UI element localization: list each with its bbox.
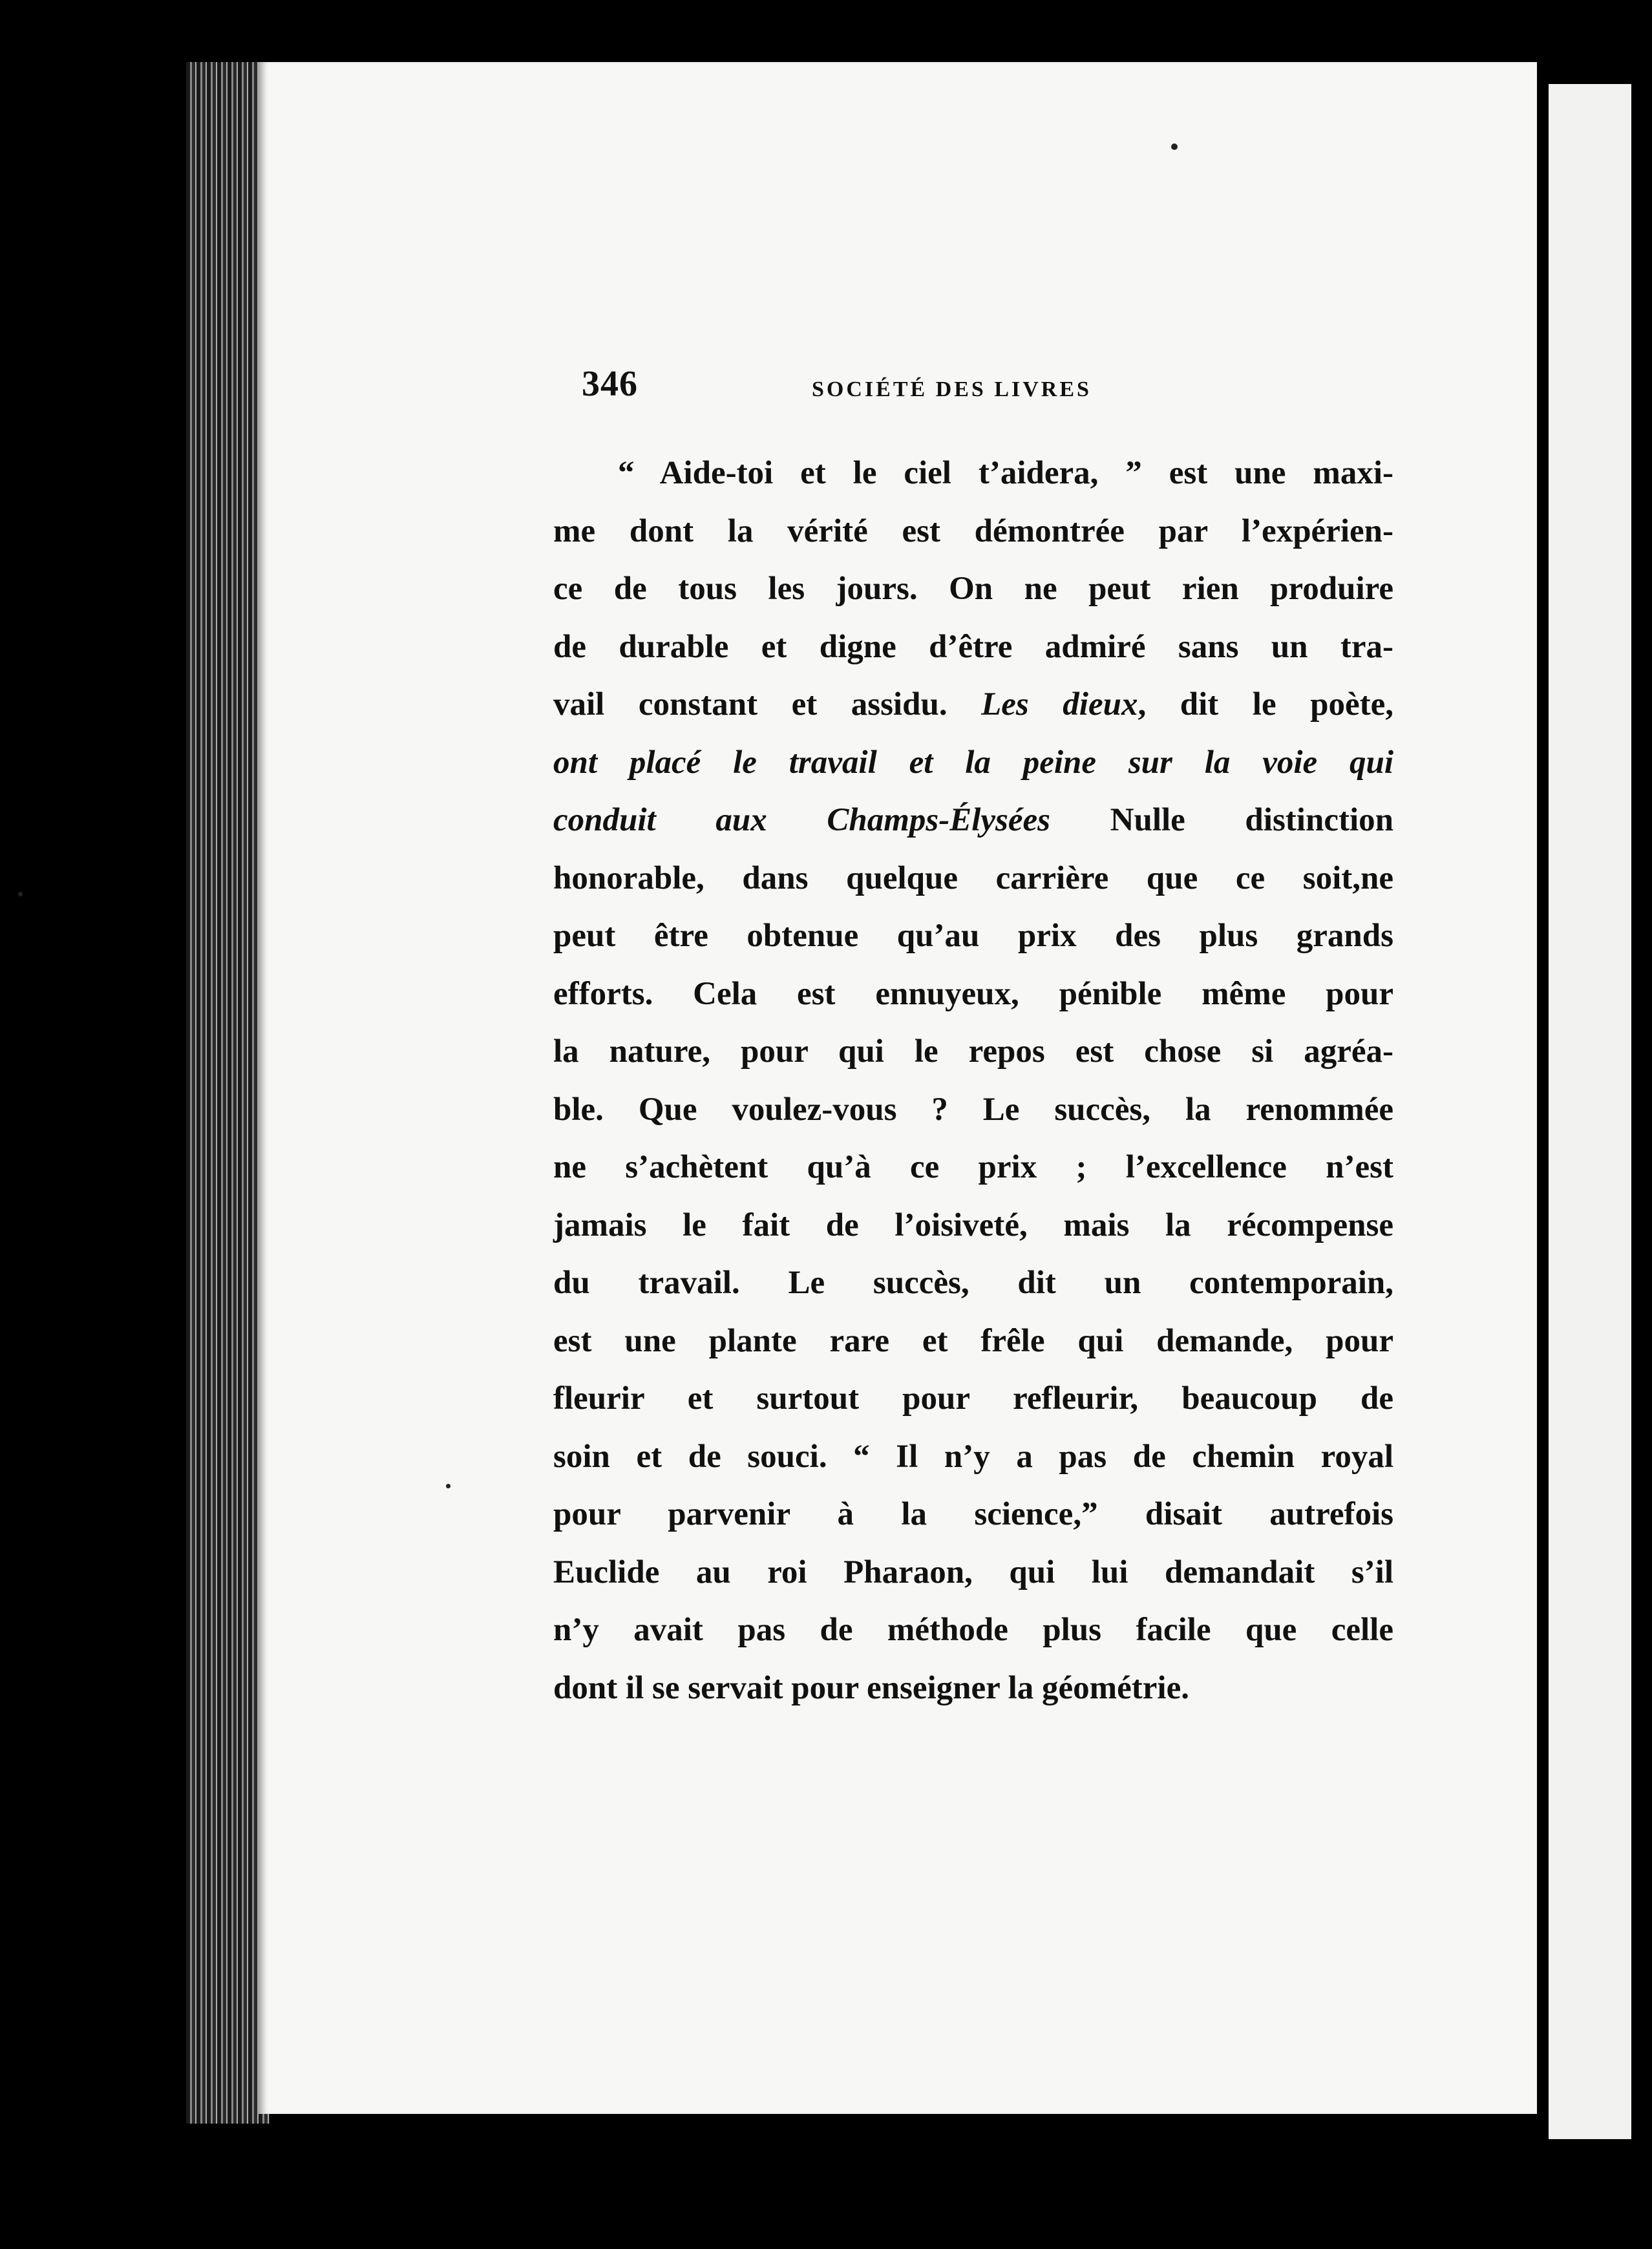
text-line [553,1370,1393,1428]
text-line [553,1081,1393,1139]
text-line [553,1139,1393,1197]
text-line [553,1023,1393,1081]
body-text [553,445,1393,1717]
line-text: pour parvenir à la science,” disait autrefois [553,1496,1393,1532]
text-line [553,1197,1393,1255]
line-text: , dit le poète, [1138,686,1393,723]
text-line [553,1313,1393,1371]
text-line [553,676,1393,734]
text-line [553,503,1393,561]
line-text: ne s’achètent qu’à ce prix ; l’excellence n’est [553,1149,1393,1185]
adjacent-page-edge [1549,84,1631,2139]
line-text: honorable, dans quelque carrière que ce soit,ne [553,860,1393,896]
text-line [553,966,1393,1024]
text-line [553,850,1393,908]
text-line [553,1544,1393,1602]
text-line [553,1660,1393,1718]
line-text: de durable et digne d’être admiré sans un tra- [553,628,1393,665]
text-line [553,1486,1393,1544]
text-line [553,907,1393,966]
line-text: me dont la vérité est démontrée par l’expérien- [553,512,1393,549]
running-header [582,363,1383,421]
line-text: Nulle distinction [1050,802,1393,838]
line-text: soin et de souci. “ Il n’y a pas de chemin royal [553,1438,1393,1475]
line-text: efforts. Cela est ennuyeux, pénible même pour [553,975,1393,1012]
italic-text: conduit aux Champs-Élysées [553,802,1050,838]
running-title: SOCIÉTÉ DES LIVRES [812,377,1092,401]
text-line [553,792,1393,850]
line-text: “ Aide-toi et le ciel t’aidera, ” est une maxi- [618,455,1393,491]
text-line [553,1428,1393,1486]
text-line [553,1601,1393,1660]
text-line [553,1254,1393,1313]
line-text: peut être obtenue qu’au prix des plus grands [553,918,1393,954]
line-text: la nature, pour qui le repos est chose si agréa- [553,1033,1393,1070]
italic-text: ont placé le travail et la peine sur la voie qui [553,744,1393,781]
ink-speck [446,1484,450,1488]
line-text: du travail. Le succès, dit un contemporain, [553,1265,1393,1301]
line-text: vail constant et assidu. [553,686,982,723]
line-text: n’y avait pas de méthode plus facile que celle [553,1612,1393,1648]
line-text: Euclide au roi Pharaon, qui lui demandait s’il [553,1554,1393,1590]
italic-text: Les dieux [981,686,1138,723]
line-text: ble. Que voulez-vous ? Le succès, la renommée [553,1091,1393,1128]
ink-speck [1171,143,1178,150]
line-text: est une plante rare et frêle qui demande, pour [553,1322,1393,1359]
line-text: fleurir et surtout pour refleurir, beaucoup de [553,1380,1393,1417]
line-text: ce de tous les jours. On ne peut rien produire [553,571,1393,607]
text-line [553,560,1393,618]
line-text: dont il se servait pour enseigner la géométrie. [553,1669,1189,1706]
text-line [553,618,1393,677]
line-text: jamais le fait de l’oisiveté, mais la récompense [553,1207,1393,1243]
text-line [553,734,1393,792]
page-number: 346 [582,364,638,404]
ink-speck [18,892,23,896]
text-line [553,445,1393,503]
